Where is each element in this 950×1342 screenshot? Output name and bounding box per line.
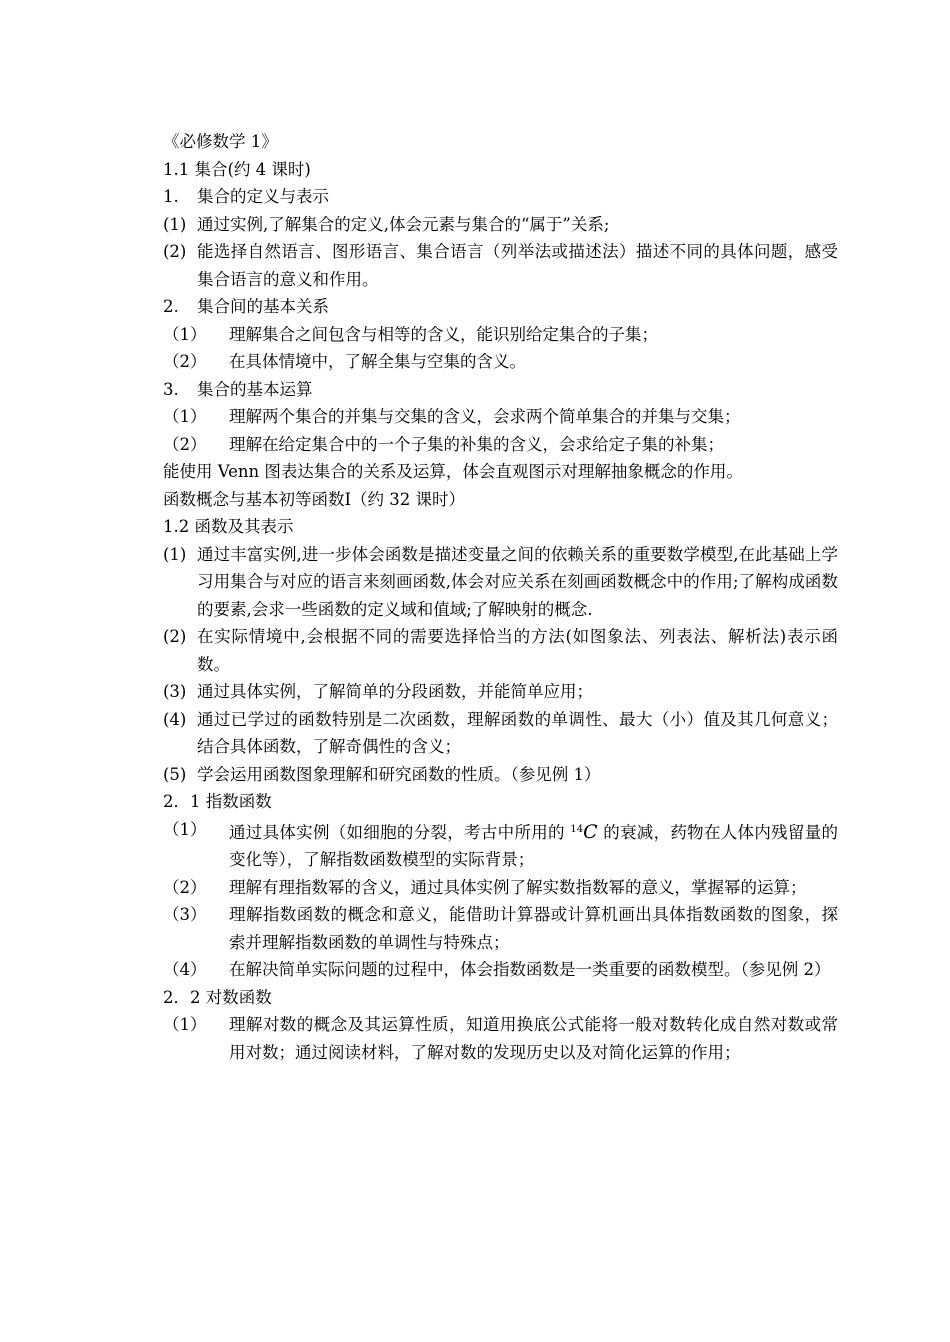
item-text: 理解两个集合的并集与交集的含义，会求两个简单集合的并集与交集； [229,407,741,426]
item-number: (5) [163,764,187,784]
item-text: 在实际情境中,会根据不同的需要选择恰当的方法(如图象法、列表法、解析法)表示函数。 [197,627,838,674]
list-item [163,238,838,293]
subsection-title: 集合间的基本关系 [197,297,329,316]
item-text: 在具体情境中，了解全集与空集的含义。 [229,352,526,371]
item-text: 学会运用函数图象理解和研究函数的性质。（参见例 1） [197,764,601,784]
list-item [163,211,838,239]
list-item [163,816,838,874]
item-number: （1） [163,324,207,344]
item-text: 能选择自然语言、图形语言、集合语言（列举法或描述法）描述不同的具体问题，感受集合语言的意义和作用。 [197,242,838,289]
subsection-heading [163,293,838,321]
list-item [163,321,838,349]
list-item [163,706,838,761]
item-number: (2) [163,242,187,261]
item-text [229,816,838,874]
list-item [163,541,838,624]
subsection-heading [163,183,838,211]
subsection-number: 2. [163,297,179,316]
subsection-title: 集合的基本运算 [197,379,313,399]
subsection-heading [163,376,838,404]
list-item [163,1011,838,1066]
list-item [163,431,838,459]
item-text-before: 通过具体实例（如细胞的分裂，考古中所用的 [229,822,571,842]
item-number: （2） [163,352,207,371]
item-text: 理解指数函数的概念和意义，能借助计算器或计算机画出具体指数函数的图象，探索并理解指数函数的单调性与特殊点； [229,905,838,952]
list-item [163,901,838,956]
isotope-mass-number: 14 [570,823,584,835]
subsection-title: 集合的定义与表示 [197,187,329,206]
item-number: （4） [163,960,207,979]
list-item [163,761,838,789]
book-title: 《必修数学 1》 [163,132,278,151]
list-item [163,678,838,706]
item-number: (2) [163,627,187,646]
item-text: 理解对数的概念及其运算性质，知道用换底公式能将一般对数转化成自然对数或常用对数；通过阅读材料，了解对数的发现历史以及对简化运算的作用； [229,1015,838,1062]
item-number: （2） [163,434,207,454]
section-heading-sets: 1.1 集合(约 4 课时) [163,159,311,179]
item-number: (3) [163,682,187,701]
section-heading-functions: 函数概念与基本初等函数Ⅰ（约 32 课时） [163,489,466,509]
item-number: （1） [163,407,207,426]
subsection-heading-function-representation: 1.2 函数及其表示 [163,517,294,536]
item-number: (1) [163,214,187,234]
item-number: （3） [163,905,207,924]
subsection-number: 3. [163,379,179,399]
carbon-symbol: C [583,820,598,843]
item-text: 通过已学过的函数特别是二次函数，理解函数的单调性、最大（小）值及其几何意义；结合具体函数，了解奇偶性的含义； [197,709,838,756]
item-number: （1） [163,1015,207,1034]
item-number: （2） [163,877,207,897]
item-text: 通过实例,了解集合的定义,体会元素与集合的“属于”关系; [197,214,610,234]
item-text: 理解在给定集合中的一个子集的补集的含义，会求给定子集的补集； [229,434,724,454]
list-item [163,874,838,902]
item-text: 理解有理指数幂的含义，通过具体实例了解实数指数幂的意义，掌握幂的运算； [229,877,807,897]
item-text: 在解决简单实际问题的过程中，体会指数函数是一类重要的函数模型。（参见例 2） [229,960,831,979]
list-item [163,956,838,984]
subsection-heading-exponential: 2．1 指数函数 [163,792,272,811]
list-item [163,348,838,376]
list-item [163,403,838,431]
list-item [163,623,838,678]
item-text: 通过具体实例，了解简单的分段函数，并能简单应用； [197,682,593,701]
item-text-after: 的衰减，药物在人体内残留量的变化等），了解指数函数模型的实际背景； [229,822,839,869]
item-text: 通过丰富实例,进一步体会函数是描述变量之间的依赖关系的重要数学模型,在此基础上学习用集合与对应的语言来刻画函数,体会对应关系在刻画函数概念中的作用;了解构成函数的要素,会求一些函数的定义域和值域;了解映射的概念. [197,544,838,619]
venn-paragraph: 能使用 Venn 图表达集合的关系及运算，体会直观图示对理解抽象概念的作用。 [163,462,743,481]
subsection-heading-logarithmic: 2．2 对数函数 [163,987,272,1007]
item-number: （1） [163,819,207,839]
document-page [163,128,838,1066]
item-number: (1) [163,544,187,564]
item-text: 理解集合之间包含与相等的含义，能识别给定集合的子集； [229,324,658,344]
subsection-number: 1. [163,187,179,206]
item-number: (4) [163,709,187,729]
